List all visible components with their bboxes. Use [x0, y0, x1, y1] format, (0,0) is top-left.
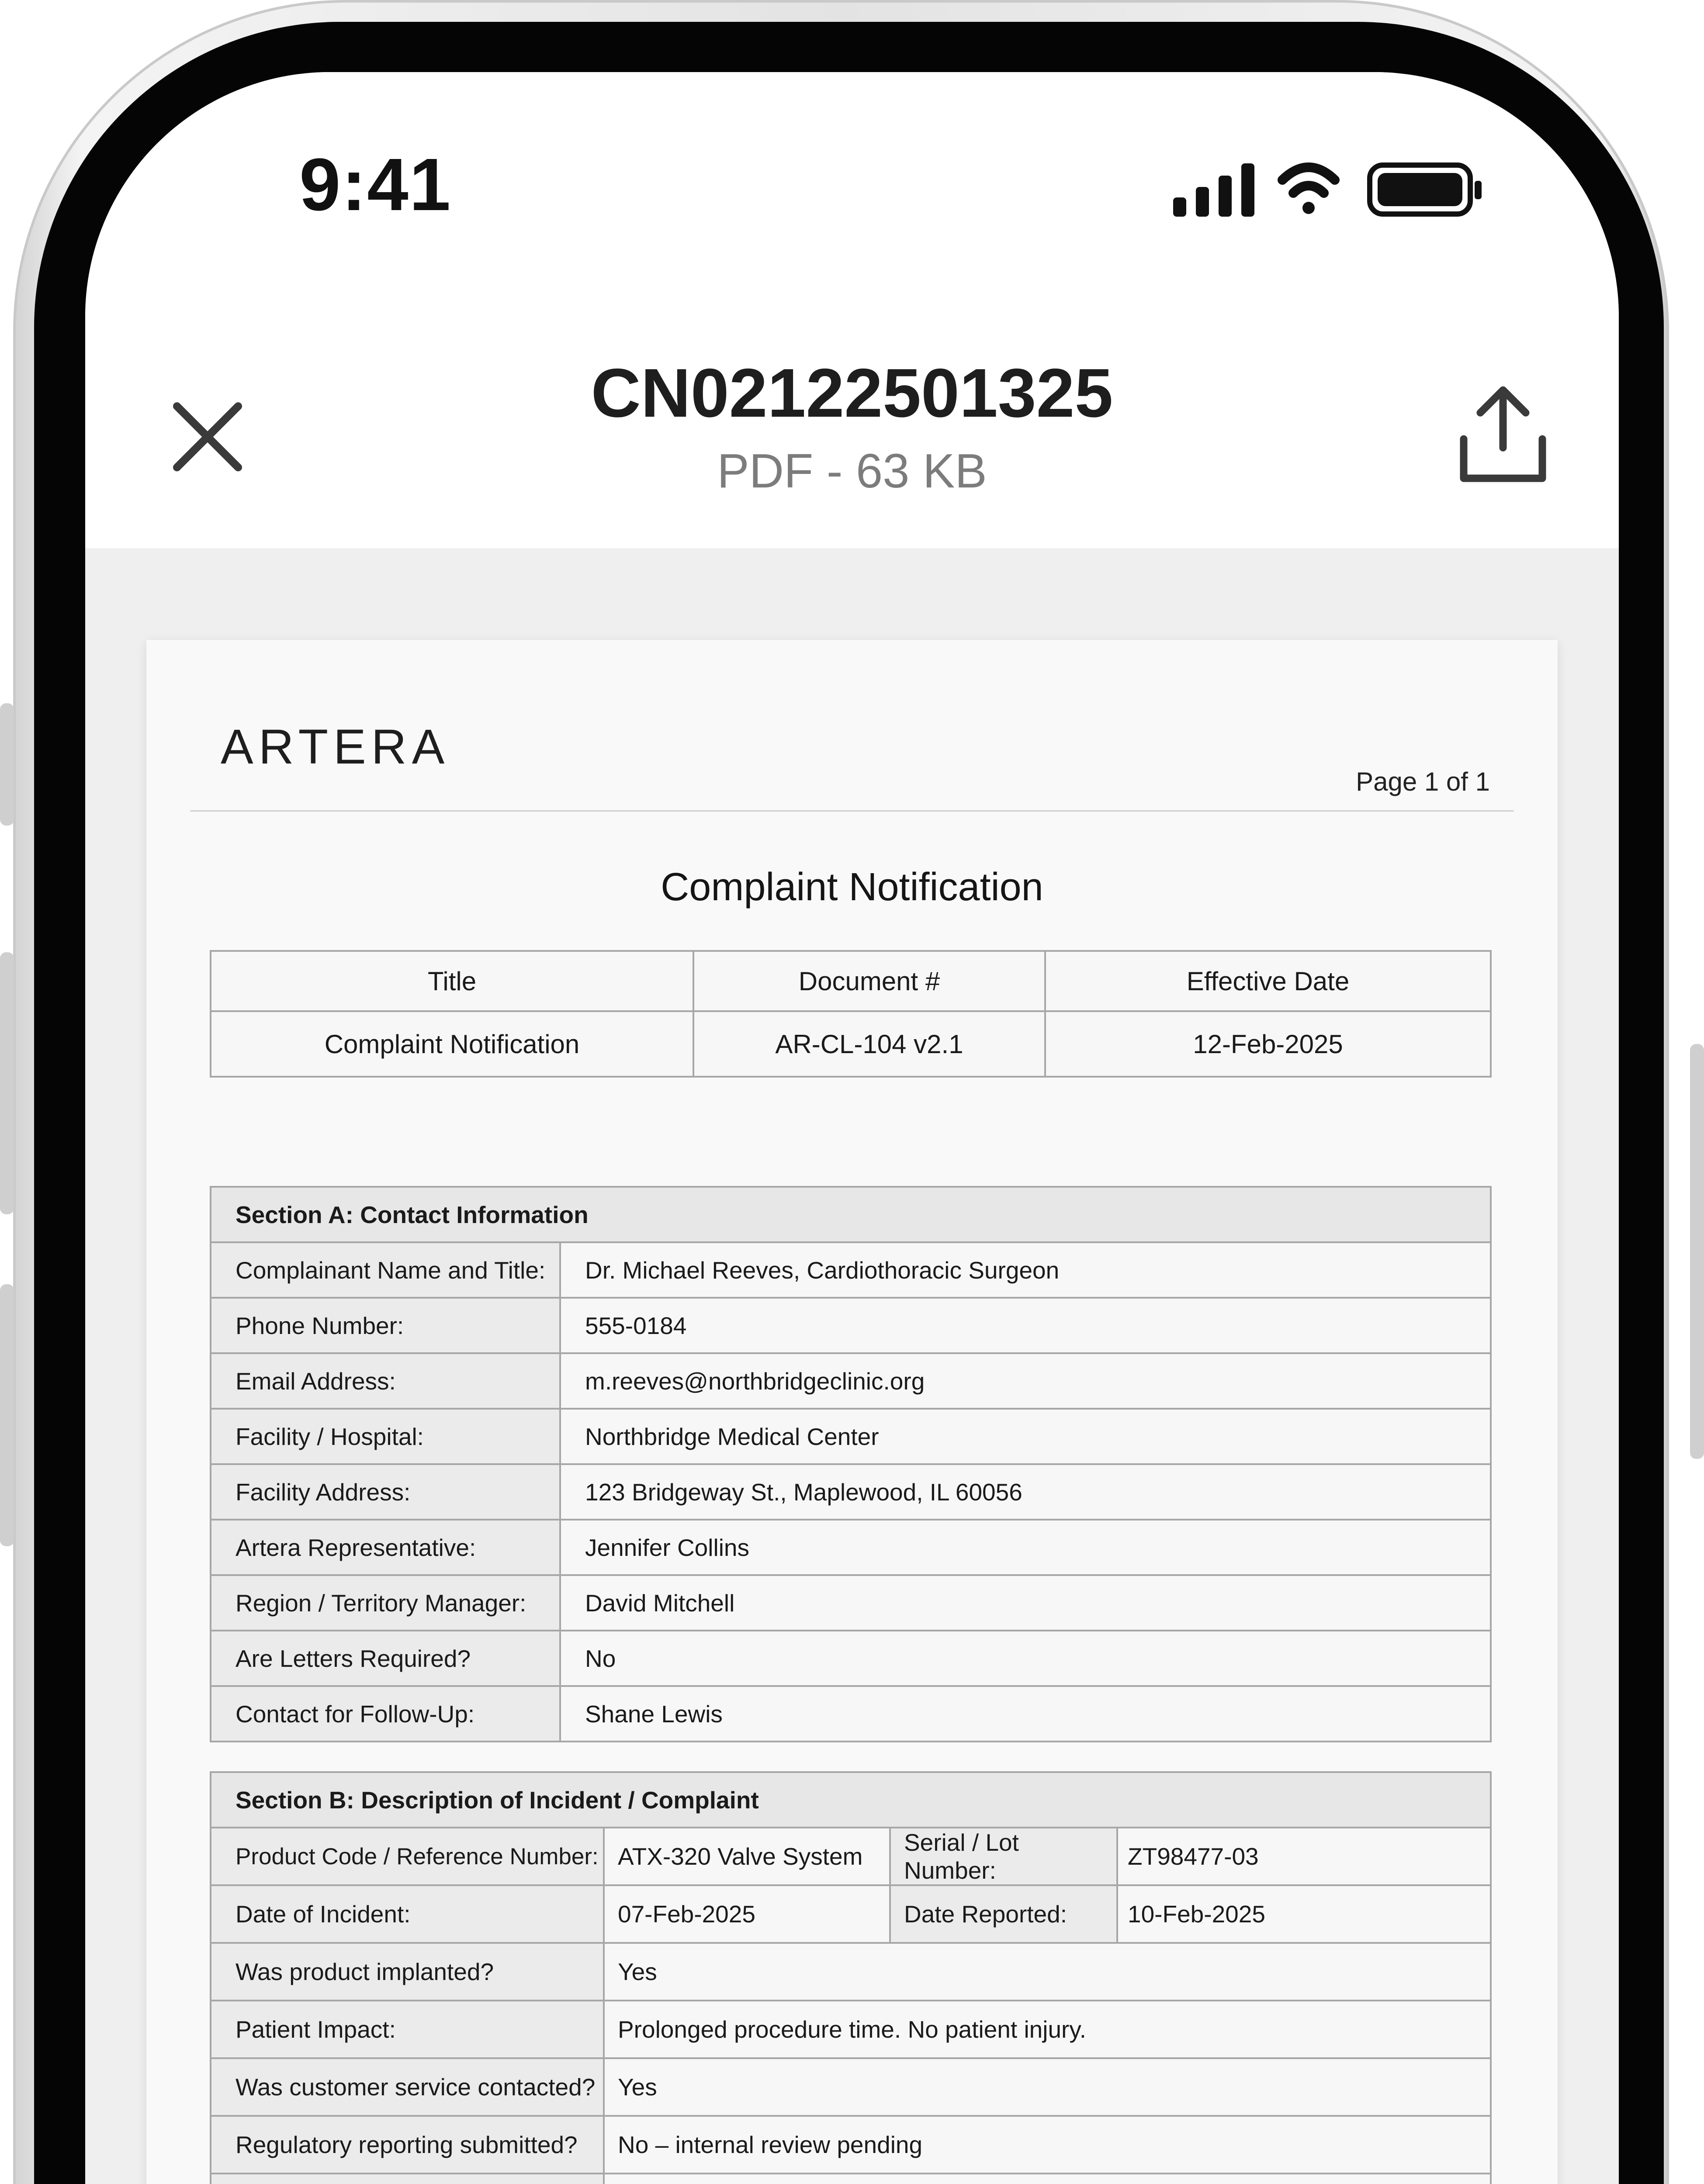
- row-value: Prolonged procedure time. No patient injury.: [604, 2001, 1491, 2058]
- table-row: [211, 1575, 1491, 1631]
- document-info: PDF - 63 KB: [717, 444, 987, 498]
- table-row: [211, 2058, 1491, 2116]
- table-row: [211, 1520, 1491, 1575]
- serial-number-label: Serial / Lot Number:: [890, 1828, 1117, 1885]
- table-row: [211, 1686, 1491, 1742]
- table-row: [211, 1353, 1491, 1409]
- reported-date-label: Date Reported:: [890, 1885, 1117, 1943]
- row-label: Artera Representative:: [211, 1520, 560, 1575]
- incident-date-label: Date of Incident:: [211, 1885, 604, 1943]
- volume-up-button: [0, 952, 14, 1214]
- serial-number-value: ZT98477-03: [1117, 1828, 1491, 1885]
- row-value: Northbridge Medical Center: [560, 1409, 1491, 1464]
- row-value: [604, 2174, 1491, 2184]
- incident-date-value: 07-Feb-2025: [604, 1885, 890, 1943]
- row-label: Regulatory reporting submitted?: [211, 2116, 604, 2174]
- volume-down-button: [0, 1284, 14, 1546]
- meta-value-effective-date: 12-Feb-2025: [1045, 1011, 1491, 1077]
- row-label: Phone Number:: [211, 1298, 560, 1353]
- table-row: [211, 1242, 1491, 1298]
- table-row: [211, 1943, 1491, 2001]
- wifi-icon: [1282, 167, 1335, 214]
- silent-switch: [0, 703, 14, 826]
- row-label: Facility / Hospital:: [211, 1409, 560, 1464]
- document-name: CN02122501325: [591, 355, 1113, 432]
- row-value: Jennifer Collins: [560, 1520, 1491, 1575]
- table-row: [211, 1464, 1491, 1520]
- meta-header-document-number: Document #: [693, 951, 1045, 1011]
- screen: [85, 72, 1619, 2184]
- row-value: 123 Bridgeway St., Maplewood, IL 60056: [560, 1464, 1491, 1520]
- table-row: [211, 2001, 1491, 2058]
- section-b-table: [210, 1771, 1492, 2184]
- product-code-value: ATX-320 Valve System: [604, 1828, 890, 1885]
- meta-value-document-number: AR-CL-104 v2.1: [693, 1011, 1045, 1077]
- row-label: Region / Territory Manager:: [211, 1575, 560, 1631]
- row-label: Email Address:: [211, 1353, 560, 1409]
- document-meta-table: [210, 950, 1492, 1078]
- top-bar: [85, 72, 1619, 548]
- table-row: [211, 2174, 1491, 2184]
- row-value: Yes: [604, 2058, 1491, 2116]
- page-indicator: Page 1 of 1: [1356, 767, 1490, 796]
- status-time: 9:41: [299, 143, 452, 226]
- meta-value-title: Complaint Notification: [211, 1011, 693, 1077]
- row-value: Dr. Michael Reeves, Cardiothoracic Surgeon: [560, 1242, 1491, 1298]
- row-value: m.reeves@northbridgeclinic.org: [560, 1353, 1491, 1409]
- table-row: [211, 1885, 1491, 1943]
- cellular-signal-icon: [1173, 163, 1254, 217]
- row-label: Facility Address:: [211, 1464, 560, 1520]
- power-button: [1690, 1044, 1704, 1459]
- row-label: Was product implanted?: [211, 1943, 604, 2001]
- row-label: Complainant Name and Title:: [211, 1242, 560, 1298]
- row-value: No: [560, 1631, 1491, 1686]
- share-icon[interactable]: [1446, 378, 1560, 491]
- table-row: [211, 1298, 1491, 1353]
- company-logo: ARTERA: [221, 719, 450, 774]
- pdf-page[interactable]: [146, 640, 1558, 2184]
- section-a-heading: Section A: Contact Information: [211, 1187, 1491, 1242]
- table-row: [211, 1631, 1491, 1686]
- row-label: [211, 2174, 604, 2184]
- row-label: Contact for Follow-Up:: [211, 1686, 560, 1742]
- table-row: [211, 1828, 1491, 1885]
- table-row: [211, 2116, 1491, 2174]
- table-row: [211, 1409, 1491, 1464]
- document-title: Complaint Notification: [661, 865, 1043, 909]
- row-label: Patient Impact:: [211, 2001, 604, 2058]
- row-value: Shane Lewis: [560, 1686, 1491, 1742]
- section-a-table: [210, 1186, 1492, 1742]
- reported-date-value: 10-Feb-2025: [1117, 1885, 1491, 1943]
- meta-header-title: Title: [211, 951, 693, 1011]
- row-value: 555-0184: [560, 1298, 1491, 1353]
- row-value: Yes: [604, 1943, 1491, 2001]
- row-value: No – internal review pending: [604, 2116, 1491, 2174]
- status-icons: [1173, 157, 1488, 218]
- section-b-heading: Section B: Description of Incident / Complaint: [211, 1772, 1491, 1828]
- row-label: Are Letters Required?: [211, 1631, 560, 1686]
- row-label: Was customer service contacted?: [211, 2058, 604, 2116]
- product-code-label: Product Code / Reference Number:: [211, 1828, 604, 1885]
- header-divider: [190, 810, 1514, 812]
- meta-header-effective-date: Effective Date: [1045, 951, 1491, 1011]
- row-value: David Mitchell: [560, 1575, 1491, 1631]
- battery-icon: [1370, 165, 1482, 214]
